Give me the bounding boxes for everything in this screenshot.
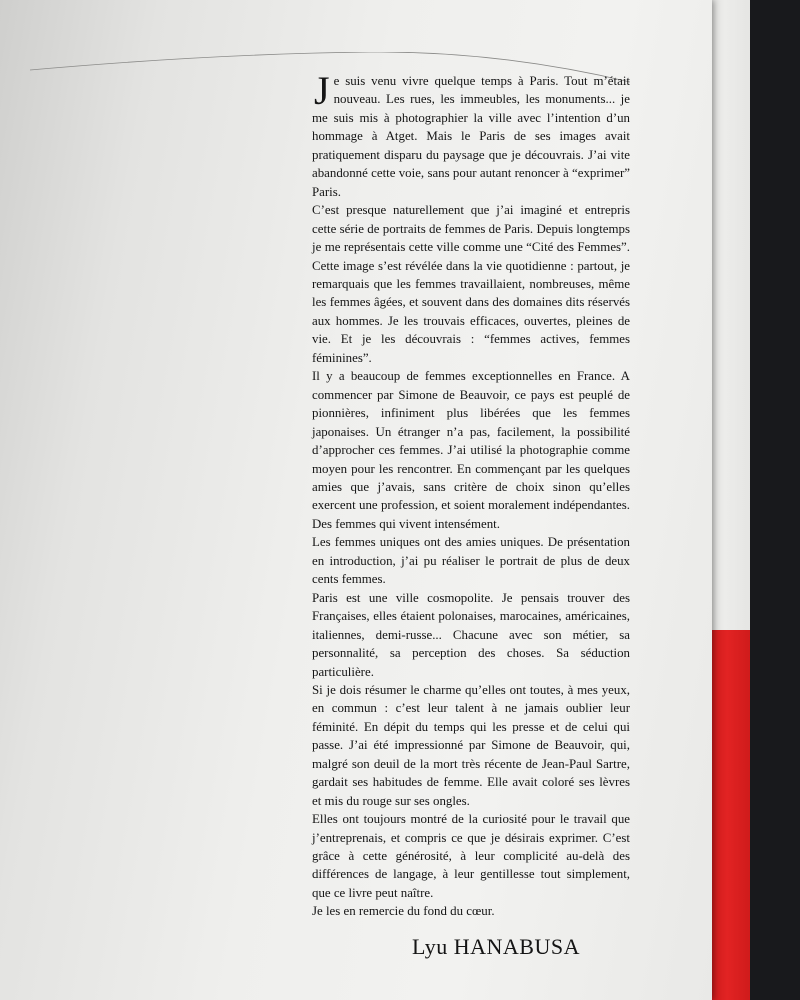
author-signature: Lyu HANABUSA [412,934,580,959]
paragraph-8: Je les en remercie du fond du cœur. [312,904,495,919]
paragraph-6: Si je dois résumer le charme qu’elles ont toutes, à mes yeux, en commun : c’est leur talent à ne jamais oublier leur féminité. En dépit du temps qui les presse et de celui qui passe. J’ai été impressionné par Simone de Beauvoir, qui, malgré son deuil de la mort très récente de Jean-Paul Sartre, gardait ses habitudes de femme. Elle avait coloré ses lèvres et mis du rouge sur ses ongles. [312,682,630,808]
drop-cap: J [314,68,330,113]
preface-text [312,68,630,921]
paragraph-2: C’est presque naturellement que j’ai imaginé et entrepris cette série de portraits de femmes de Paris. Depuis longtemps je me représentais cette ville comme une “Cité des Femmes”. Cette image s’est révélée dans la vie quotidienne : partout, je remarquais que les femmes travaillaient, nombreuses, même les femmes âgées, et souvent dans des domaines dits réservés aux hommes. Je les trouvais efficaces, ouvertes, pleines de vie. Et je les découvrais : “femmes actives, femmes féminines”. [312,203,630,365]
paragraph-1 [312,68,630,201]
paragraph-4: Les femmes uniques ont des amies uniques. De présentation en introduction, j’ai pu réaliser le portrait de plus de deux cents femmes. [312,535,630,587]
paragraph-3: Il y a beaucoup de femmes exceptionnelles en France. A commencer par Simone de Beauvoir, ce pays est peuplé de pionnières, infiniment plus libérées que les femmes japonaises. Un étranger n’a pas, facilement, la possibilité d’approcher ces femmes. J’ai utilisé la photographie comme moyen pour les rencontrer. En commençant par les quelques amies que j’avais, sans critère de choix sinon qu’elles exercent une profession, et soient moralement indépendantes. Des femmes qui vivent intensément. [312,369,630,531]
background-right [750,0,800,1000]
paragraph-1-text: e suis venu vivre quelque temps à Paris. Tout m’était nouveau. Les rues, les immeubles, les monuments... je me suis mis à photographier la ville avec l’intention d’un hommage à Atget. Mais le Paris de ses images avait pratiquement disparu du paysage que je découvrais. J’ai vite abandonné cette voie, sans pour autant renoncer à “exprimer” Paris. [312,74,630,199]
paragraph-5: Paris est une ville cosmopolite. Je pensais trouver des Françaises, elles étaient polonaises, marocaines, américaines, italiennes, demi-russe... Chacune avec son métier, sa personnalité, sa perception des choses. Sa séduction particulière. [312,590,630,679]
paragraph-7: Elles ont toujours montré de la curiosité pour le travail que j’entreprenais, et compris ce que je désirais exprimer. C’est grâce à cette générosité, à leur complicité au-delà des différences de langage, à leur gentillesse tout simplement, que ce livre peut naître. [312,812,630,900]
